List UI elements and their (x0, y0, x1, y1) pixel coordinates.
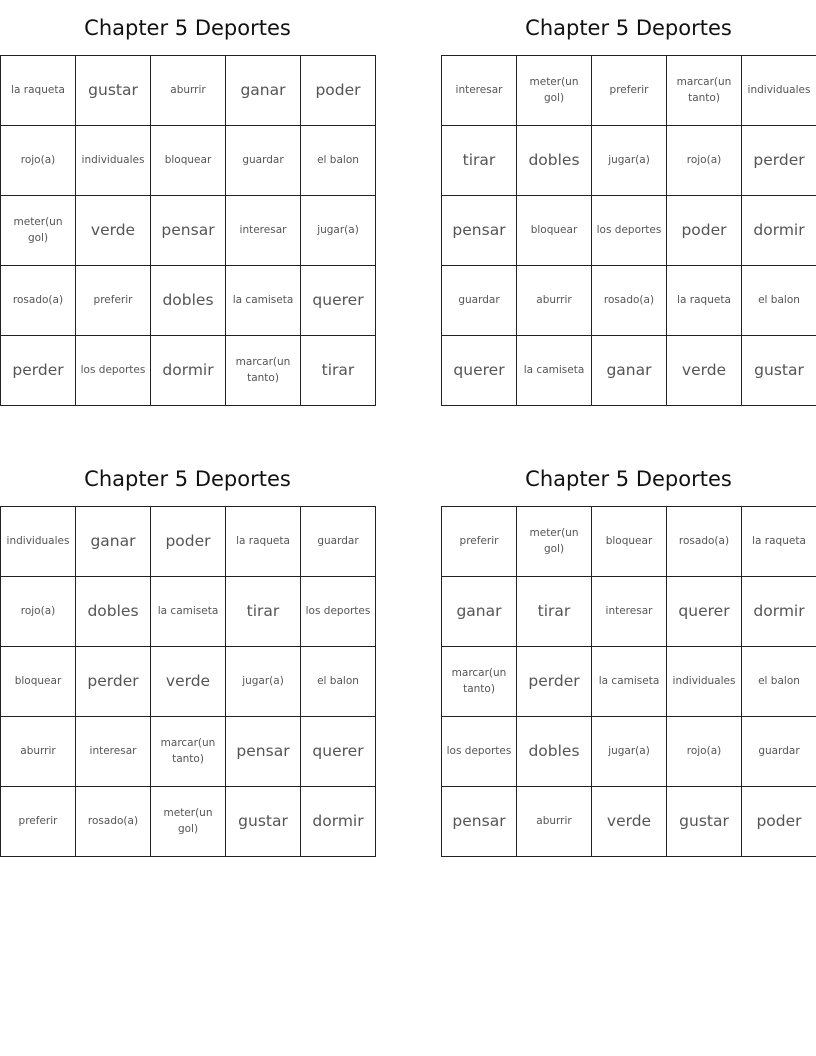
bingo-cell: rojo(a) (1, 577, 76, 647)
bingo-cell: rosado(a) (667, 507, 742, 577)
bingo-cell: marcar(un tanto) (151, 717, 226, 787)
bingo-cell: dobles (76, 577, 151, 647)
bingo-cell: individuales (667, 647, 742, 717)
bingo-cell: la camiseta (592, 647, 667, 717)
bingo-cell: verde (592, 787, 667, 857)
bingo-cell: el balon (301, 647, 376, 717)
bingo-cell: aburrir (151, 56, 226, 126)
bingo-cell: querer (667, 577, 742, 647)
bingo-grid (441, 55, 816, 406)
bingo-cell: preferir (442, 507, 517, 577)
bingo-cell: ganar (76, 507, 151, 577)
bingo-cell: el balon (742, 266, 816, 336)
bingo-cell: perder (76, 647, 151, 717)
bingo-cell: marcar(un tanto) (226, 336, 301, 406)
bingo-cell: tirar (301, 336, 376, 406)
bingo-cell: la camiseta (151, 577, 226, 647)
bingo-grid (0, 506, 376, 857)
bingo-cell: perder (517, 647, 592, 717)
bingo-cell: poder (151, 507, 226, 577)
bingo-cell: meter(un gol) (517, 56, 592, 126)
bingo-cell: querer (301, 266, 376, 336)
bingo-grid (441, 506, 816, 857)
bingo-cell: la raqueta (226, 507, 301, 577)
bingo-cell: querer (442, 336, 517, 406)
bingo-cell: el balon (301, 126, 376, 196)
bingo-cell: gustar (667, 787, 742, 857)
bingo-cell: rosado(a) (1, 266, 76, 336)
bingo-cell: pensar (442, 787, 517, 857)
bingo-cell: los deportes (592, 196, 667, 266)
bingo-cell: marcar(un tanto) (667, 56, 742, 126)
bingo-cell: guardar (442, 266, 517, 336)
bingo-cell: guardar (742, 717, 816, 787)
bingo-cell: rosado(a) (76, 787, 151, 857)
bingo-cell: la raqueta (1, 56, 76, 126)
bingo-cell: preferir (592, 56, 667, 126)
bingo-grid (0, 55, 376, 406)
bingo-cell: bloquear (151, 126, 226, 196)
card-title: Chapter 5 Deportes (525, 467, 732, 491)
bingo-cell: dormir (151, 336, 226, 406)
bingo-cell: los deportes (76, 336, 151, 406)
bingo-cell: meter(un gol) (151, 787, 226, 857)
bingo-cell: poder (742, 787, 816, 857)
bingo-cell: verde (76, 196, 151, 266)
bingo-cell: interesar (226, 196, 301, 266)
bingo-cell: dobles (151, 266, 226, 336)
bingo-cell: aburrir (517, 787, 592, 857)
bingo-cell: gustar (226, 787, 301, 857)
bingo-cell: bloquear (1, 647, 76, 717)
bingo-cell: verde (151, 647, 226, 717)
bingo-cell: guardar (226, 126, 301, 196)
bingo-cell: jugar(a) (301, 196, 376, 266)
bingo-cell: pensar (151, 196, 226, 266)
bingo-cell: dormir (742, 196, 816, 266)
bingo-cell: los deportes (301, 577, 376, 647)
bingo-cell: rojo(a) (667, 126, 742, 196)
bingo-cell: meter(un gol) (1, 196, 76, 266)
bingo-cell: interesar (76, 717, 151, 787)
bingo-cell: los deportes (442, 717, 517, 787)
bingo-cell: guardar (301, 507, 376, 577)
bingo-cell: gustar (76, 56, 151, 126)
bingo-cell: interesar (592, 577, 667, 647)
card-title: Chapter 5 Deportes (84, 16, 291, 40)
bingo-cell: dobles (517, 126, 592, 196)
bingo-cell: la raqueta (742, 507, 816, 577)
bingo-cell: jugar(a) (592, 126, 667, 196)
bingo-cell: dormir (742, 577, 816, 647)
bingo-cell: perder (1, 336, 76, 406)
bingo-cell: marcar(un tanto) (442, 647, 517, 717)
bingo-cell: la camiseta (226, 266, 301, 336)
bingo-cell: individuales (76, 126, 151, 196)
card-title: Chapter 5 Deportes (84, 467, 291, 491)
bingo-cell: tirar (517, 577, 592, 647)
bingo-cell: aburrir (1, 717, 76, 787)
bingo-cell: pensar (442, 196, 517, 266)
bingo-cell: dobles (517, 717, 592, 787)
bingo-cell: jugar(a) (226, 647, 301, 717)
bingo-cell: la raqueta (667, 266, 742, 336)
bingo-cell: ganar (592, 336, 667, 406)
bingo-cell: la camiseta (517, 336, 592, 406)
bingo-cell: bloquear (517, 196, 592, 266)
bingo-cell: preferir (76, 266, 151, 336)
bingo-cell: querer (301, 717, 376, 787)
bingo-cell: gustar (742, 336, 816, 406)
bingo-cell: tirar (442, 126, 517, 196)
bingo-cell: interesar (442, 56, 517, 126)
bingo-cell: verde (667, 336, 742, 406)
bingo-cell: jugar(a) (592, 717, 667, 787)
bingo-cell: ganar (226, 56, 301, 126)
bingo-cell: poder (667, 196, 742, 266)
bingo-cell: rojo(a) (1, 126, 76, 196)
bingo-cell: aburrir (517, 266, 592, 336)
bingo-cell: el balon (742, 647, 816, 717)
bingo-cell: preferir (1, 787, 76, 857)
bingo-cell: meter(un gol) (517, 507, 592, 577)
bingo-cell: bloquear (592, 507, 667, 577)
bingo-cell: tirar (226, 577, 301, 647)
bingo-cell: individuales (742, 56, 816, 126)
bingo-cell: individuales (1, 507, 76, 577)
bingo-cell: ganar (442, 577, 517, 647)
bingo-cell: rosado(a) (592, 266, 667, 336)
bingo-cell: poder (301, 56, 376, 126)
bingo-cell: perder (742, 126, 816, 196)
card-title: Chapter 5 Deportes (525, 16, 732, 40)
bingo-cell: rojo(a) (667, 717, 742, 787)
bingo-cell: pensar (226, 717, 301, 787)
bingo-cell: dormir (301, 787, 376, 857)
